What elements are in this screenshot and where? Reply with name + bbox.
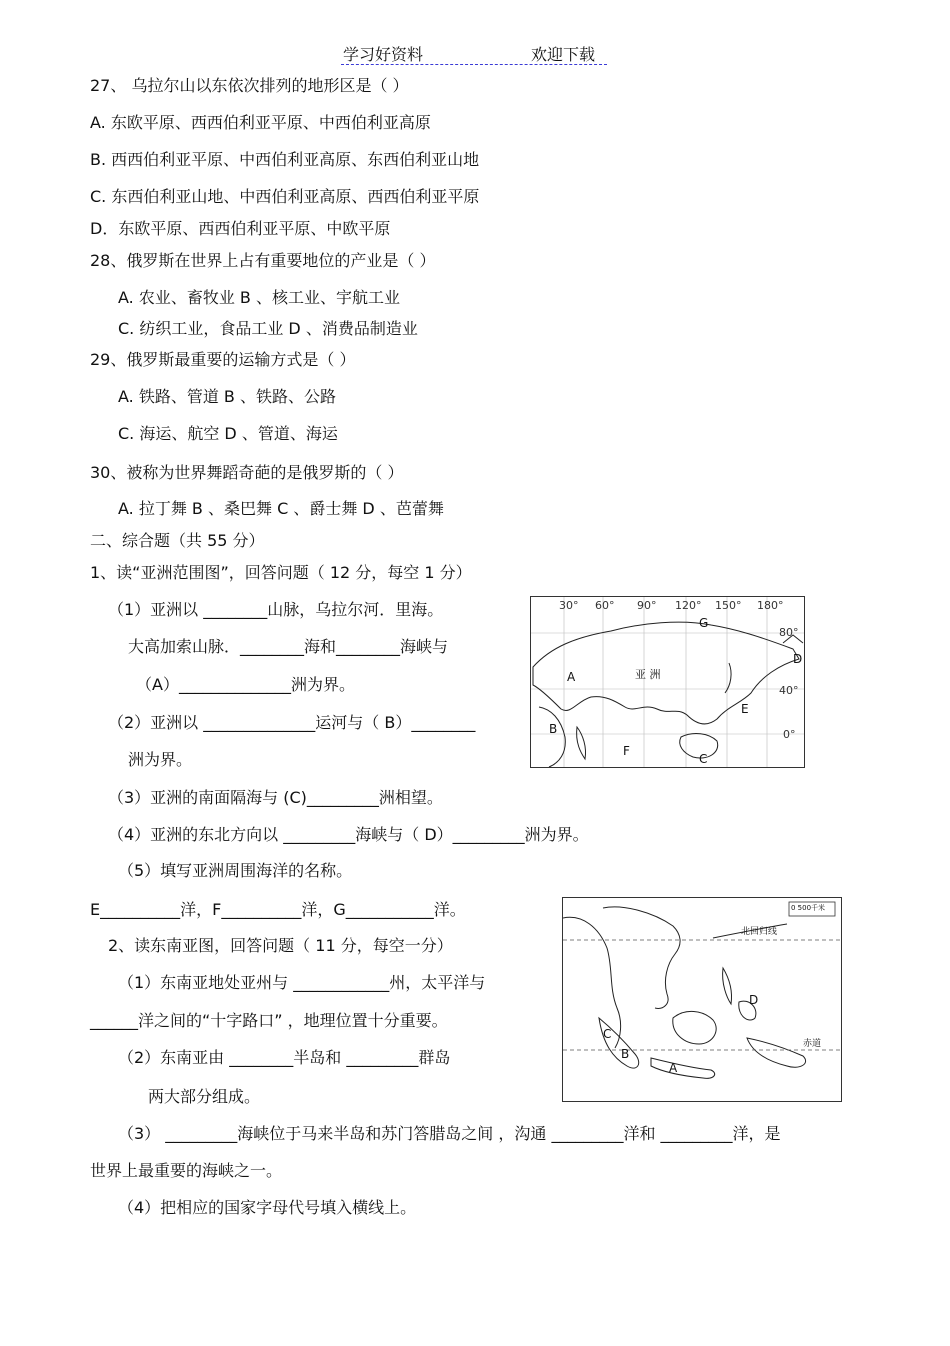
- lon-label-30: 30°: [559, 599, 579, 612]
- c1-q1-line1: （1）亚洲以 ________山脉，乌拉尔河．里海。: [108, 600, 444, 619]
- c2-q4: （4）把相应的国家字母代号填入横线上。: [118, 1198, 417, 1217]
- q29-stem: 29、俄罗斯最重要的运输方式是（ ）: [90, 350, 356, 369]
- c1-q1-line2: 大高加索山脉．________海和________海峡与: [128, 637, 449, 656]
- page-header: [341, 42, 607, 65]
- c1-q1-line3: （A）______________洲为界。: [136, 675, 355, 694]
- q27-option-d: D．东欧平原、西西伯利亚平原、中欧平原: [90, 219, 391, 238]
- c2-q2-line2: 两大部分组成。: [148, 1087, 261, 1106]
- c1-stem: 1、读“亚洲范围图”，回答问题（ 12 分，每空 1 分）: [90, 563, 472, 582]
- section-title: 二、综合题（共 55 分）: [90, 531, 265, 550]
- q28-options-ab: A. 农业、畜牧业 B 、核工业、宇航工业: [118, 288, 400, 307]
- q29-options-cd: C. 海运、航空 D 、管道、海运: [118, 424, 338, 443]
- sea-map-letter-d: D: [749, 993, 759, 1007]
- q30-stem: 30、被称为世界舞蹈奇葩的是俄罗斯的（ ）: [90, 463, 404, 482]
- q30-options: A. 拉丁舞 B 、桑巴舞 C 、爵士舞 D 、芭蕾舞: [118, 499, 444, 518]
- q27-option-b: B. 西西伯利亚平原、中西伯利亚高原、东西伯利亚山地: [90, 150, 480, 169]
- c1-q5-blanks: E__________洋，F__________洋，G___________洋。: [90, 900, 466, 919]
- q27-option-c: C. 东西伯利亚山地、中西伯利亚高原、西西伯利亚平原: [90, 187, 480, 206]
- c2-q3-line2: 世界上最重要的海峡之一。: [90, 1161, 283, 1180]
- c1-q3: （3）亚洲的南面隔海与 (C)_________洲相望。: [108, 788, 443, 807]
- scale-bar-label: 0 500千米: [791, 904, 826, 912]
- map-region-asia: 亚 洲: [635, 668, 661, 681]
- map-letter-f: F: [623, 744, 630, 758]
- tropic-label: 北回归线: [741, 927, 778, 937]
- lon-label-120: 120°: [675, 599, 702, 612]
- asia-range-map: [530, 596, 805, 768]
- map-letter-b: B: [549, 722, 558, 736]
- c1-q4: （4）亚洲的东北方向以 _________海峡与（ D）_________洲为界。: [108, 825, 589, 844]
- southeast-asia-map: [562, 897, 842, 1102]
- c2-q1-line1: （1）东南亚地处亚州与 ____________州，太平洋与: [118, 973, 486, 992]
- q28-options-cd: C. 纺织工业，食品工业 D 、消费品制造业: [118, 319, 418, 338]
- c2-q1-line2: ______洋之间的“十字路口” ，地理位置十分重要。: [90, 1011, 448, 1030]
- c1-q5: （5）填写亚洲周围海洋的名称。: [118, 861, 353, 880]
- lat-label-0: 0°: [783, 728, 796, 741]
- sea-map-letter-c: C: [603, 1027, 612, 1041]
- lon-label-90: 90°: [637, 599, 657, 612]
- c2-q3-line1: （3） _________海峡位于马来半岛和苏门答腊岛之间 ，沟通 _________洋和 _________洋，是: [118, 1124, 781, 1143]
- lon-label-180: 180°: [757, 599, 784, 612]
- header-right: 欢迎下载: [531, 45, 596, 64]
- q28-stem: 28、俄罗斯在世界上占有重要地位的产业是（ ）: [90, 251, 436, 270]
- header-left: 学习好资料: [343, 45, 424, 64]
- map-letter-d: D: [793, 652, 803, 666]
- map-letter-g: G: [699, 616, 709, 630]
- equator-label: 赤道: [803, 1039, 822, 1049]
- lat-label-80: 80°: [779, 626, 799, 639]
- q29-options-ab: A. 铁路、管道 B 、铁路、公路: [118, 387, 336, 406]
- c1-q2-line1: （2）亚洲以 ______________运河与（ B）________: [108, 713, 476, 732]
- lon-label-60: 60°: [595, 599, 615, 612]
- c2-stem: 2、读东南亚图，回答问题（ 11 分，每空一分）: [108, 936, 453, 955]
- map-letter-c: C: [699, 752, 708, 766]
- q27-option-a: A. 东欧平原、西西伯利亚平原、中西伯利亚高原: [90, 113, 431, 132]
- sea-map-letter-b: B: [621, 1047, 630, 1061]
- lat-label-40: 40°: [779, 684, 799, 697]
- lon-label-150: 150°: [715, 599, 742, 612]
- map-letter-a: A: [567, 670, 576, 684]
- map-letter-e: E: [741, 702, 749, 716]
- c1-q2-line2: 洲为界。: [128, 750, 193, 769]
- sea-map-letter-a: A: [669, 1061, 678, 1075]
- c2-q2-line1: （2）东南亚由 ________半岛和 _________群岛: [118, 1048, 451, 1067]
- q27-stem: 27、 乌拉尔山以东依次排列的地形区是（ ）: [90, 76, 409, 95]
